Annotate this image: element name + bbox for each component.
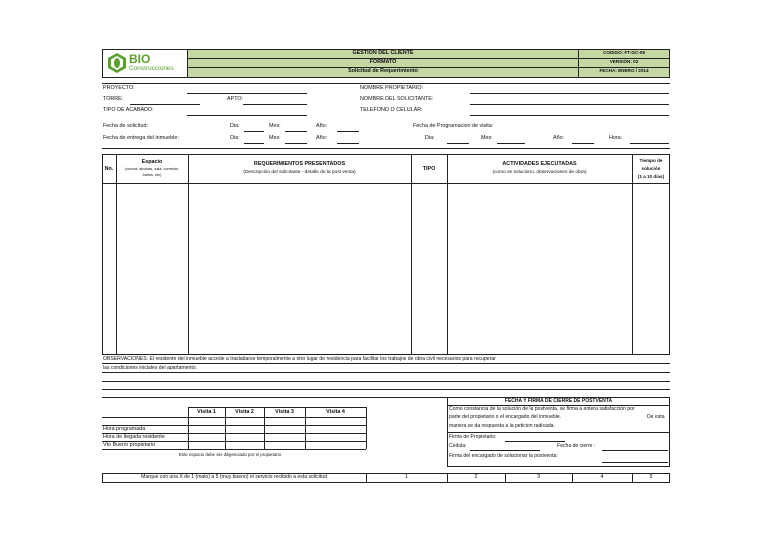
ano-label: Año: (316, 135, 328, 141)
visits-line (188, 407, 366, 408)
closure-text: De esta (647, 414, 665, 420)
obs-line (102, 381, 670, 382)
visita-dia-field[interactable] (447, 143, 469, 144)
dia-label: Dia: (230, 135, 240, 141)
visita-mes-field[interactable] (497, 143, 525, 144)
header-code: CODIGO: FT-GC-08 (603, 50, 645, 55)
visita-4-header: Visita 4 (326, 409, 345, 415)
torre-field[interactable] (130, 104, 200, 105)
col-espacio-sub: baños, etc) (142, 173, 162, 177)
fecha-cierre-label: Fecha de cierre : (557, 443, 596, 449)
hora-programada-label: Hora programada (103, 426, 146, 432)
obs-line (102, 372, 670, 373)
mes-label: Mes: (481, 135, 493, 141)
rating-option-2[interactable]: 2 (474, 474, 478, 480)
firma-propietario-field[interactable] (505, 441, 565, 442)
torre-label: TORRE: (103, 96, 124, 102)
col-no: No. (104, 166, 114, 172)
closure-line (447, 432, 670, 433)
visita-hora-field[interactable] (630, 143, 669, 144)
hora-llegada-label: Hora de llegada residente (103, 434, 165, 440)
logo (104, 52, 186, 75)
proyecto-label: PROYECTO: (103, 85, 135, 91)
solicitud-dia-field[interactable] (244, 131, 264, 132)
entrega-mes-field[interactable] (285, 143, 307, 144)
apto-field[interactable] (243, 104, 307, 105)
col-requerimientos-sub: (Descripción del solicitante - detalle de la post venta) (243, 170, 356, 175)
encargado-field[interactable] (602, 462, 668, 463)
encargado-label: Firma del encargado de solucionar la postventa: (449, 453, 558, 459)
apto-label: APTO: (227, 96, 244, 102)
header-version: VERSIÓN: 02 (609, 59, 639, 64)
closure-text: Como constancia de la solución de la postventa, se firma a entera satisfacción por (449, 406, 635, 412)
telefono-field[interactable] (470, 115, 669, 116)
col-espacio-sub: (cocina, alcobas, sala, comedor, (124, 167, 180, 171)
obs-line (102, 389, 670, 390)
observaciones-text: OBSERVACIONES: El residente del inmueble accede a trasladarse temporalmente a otro lugar de residencia para facilitar los trabajos de obra civil necesarios para recuperar (103, 356, 496, 362)
col-requerimientos: REQUERIMIENTOS PRESENTADOS (253, 161, 346, 167)
table-line (102, 148, 670, 149)
col-tiempo: (1 a 10 días) (637, 174, 665, 179)
solicitante-field[interactable] (470, 104, 669, 105)
programacion-label: Fecha de Programacion de visita: (413, 123, 494, 129)
rating-option-5[interactable]: 5 (649, 474, 653, 480)
entrega-label: Fecha de entrega del inmueble: (103, 135, 179, 141)
cedula-label: Cedula: (449, 443, 467, 449)
col-tipo: TIPO (422, 166, 436, 172)
visits-col (366, 407, 367, 449)
solicitud-label: Fecha de solicitud: (103, 123, 148, 129)
cedula-field[interactable] (470, 450, 540, 451)
proyecto-field[interactable] (187, 93, 307, 94)
propietario-label: NOMBRE PROPIETARIO: (360, 85, 424, 91)
visita-ano-field[interactable] (572, 143, 594, 144)
rating-option-4[interactable]: 4 (600, 474, 604, 480)
header-row-line (188, 67, 670, 68)
dia-label: Dia: (230, 123, 240, 129)
col-divider (116, 154, 117, 355)
obs-line (102, 363, 670, 364)
logo-sub-text: Construcciones (129, 65, 174, 72)
col-tiempo: solución (641, 166, 661, 171)
col-divider (188, 154, 189, 355)
header-title-1: GESTIÓN DEL CLIENTE (352, 50, 414, 56)
dia-label: Dia: (425, 135, 435, 141)
propietario-field[interactable] (470, 93, 669, 94)
fecha-cierre-field[interactable] (602, 450, 668, 451)
section-line (102, 83, 670, 84)
col-divider (447, 154, 448, 355)
leaf-icon (106, 52, 128, 74)
vto-bueno-label: Vto Bueno propietario (103, 442, 156, 448)
header-title-3: Solicitud de Requerimiento (348, 68, 418, 74)
rating-option-1[interactable]: 1 (405, 474, 408, 480)
col-actividades-sub: (como se soluciono, observaciones de obra) (492, 170, 587, 175)
rating-option-3[interactable]: 3 (537, 474, 540, 480)
visits-note: Este espacio debe ser diligenciado por el propietario (178, 452, 282, 457)
col-espacio: Espacio (141, 159, 163, 165)
col-actividades: ACTIVIDADES EJECUTADAS (502, 161, 577, 167)
col-tiempo: Tiempo de (639, 158, 663, 163)
solicitante-label: NOMBRE DEL SOLICITANTE: (360, 96, 434, 102)
visits-line (102, 449, 366, 450)
header-date: FECHA: ENERO / 2014 (599, 68, 649, 73)
firma-propietario-label: Firma de Propietario: (449, 434, 497, 440)
visits-line (102, 417, 366, 418)
header-row-line (188, 58, 670, 59)
closure-title: FECHA Y FIRMA DE CIERRE DE POSTVENTA (504, 398, 613, 404)
mes-label: Mes: (269, 135, 281, 141)
ano-label: Año: (553, 135, 565, 141)
hora-label: Hora: (609, 135, 623, 141)
col-divider (632, 154, 633, 355)
ano-label: Año: (316, 123, 328, 129)
telefono-label: TELEFONO O CELULAR: (360, 107, 423, 113)
acabado-label: TIPO DE ACABADO: (103, 107, 154, 113)
visita-2-header: Visita 2 (235, 409, 254, 415)
visita-3-header: Visita 3 (275, 409, 294, 415)
closure-text: parte del propietario o el encargado del inmueble. (449, 414, 562, 420)
closure-text: manera se da respuesta a la peticion radicada. (449, 423, 555, 429)
header-title-2: FORMATO (369, 59, 397, 65)
observaciones-text: las condiciones iniciales del apartamento. (103, 365, 198, 371)
col-divider (411, 154, 412, 355)
solicitud-ano-field[interactable] (337, 131, 359, 132)
acabado-field[interactable] (187, 115, 307, 116)
entrega-ano-field[interactable] (337, 143, 359, 144)
rating-label: Marque con una X de 1 (malo) a 5 (muy bueno) el servicio recibido a esta solicitud (141, 474, 327, 480)
logo-main-text: BIO (129, 52, 151, 66)
visita-1-header: Visita 1 (197, 409, 216, 415)
solicitud-mes-field[interactable] (285, 131, 307, 132)
entrega-dia-field[interactable] (244, 143, 264, 144)
mes-label: Mes: (269, 123, 281, 129)
